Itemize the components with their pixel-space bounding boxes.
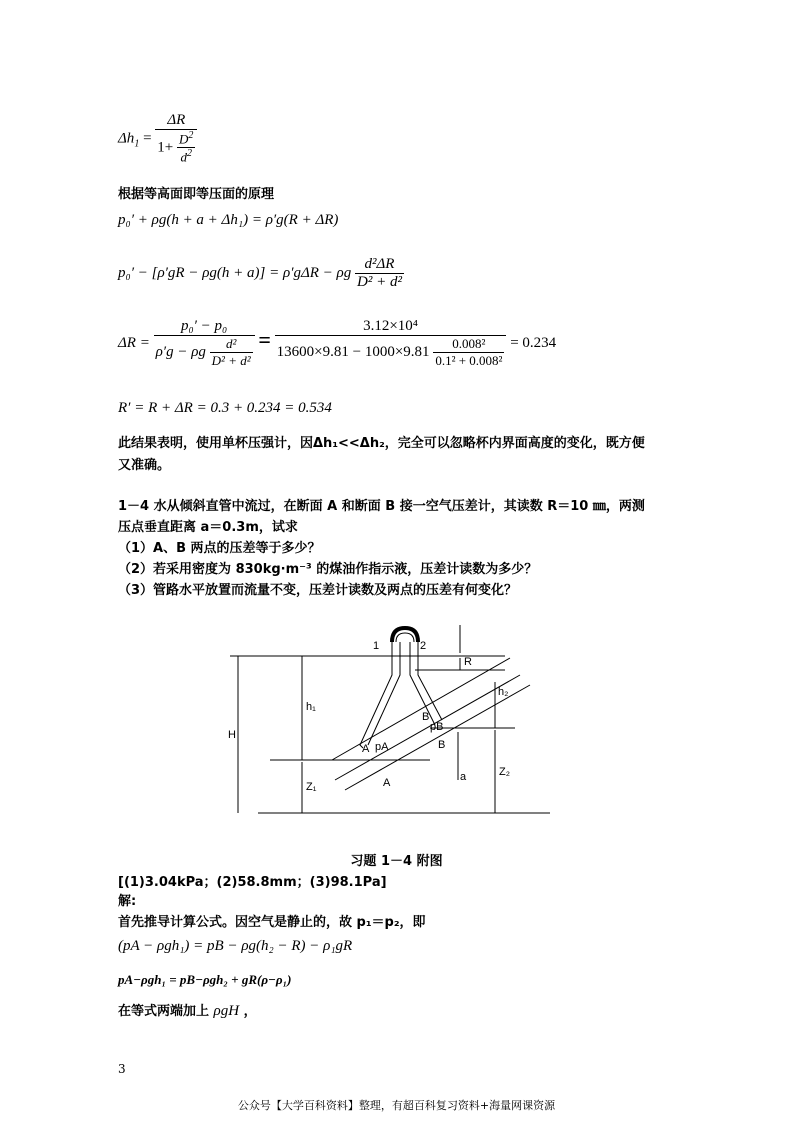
eq-delta-h1: $\Delta h_1$ = ΔR 1+ $\frac{D^2}{d^2}$ bbox=[118, 112, 197, 166]
label-z2: Z₂ bbox=[499, 766, 510, 778]
label-H: H bbox=[228, 729, 236, 741]
label-1: 1 bbox=[373, 640, 380, 652]
derive-line: 首先推导计算公式。因空气是静止的，故 p₁＝p₂，即 bbox=[118, 915, 426, 930]
add-line: 在等式两端加上 ρgH ， bbox=[118, 1003, 257, 1019]
conclusion-line-1: 此结果表明，使用单杯压强计，因Δh₁<<Δh₂，完全可以忽略杯内界面高度的变化，既方便 bbox=[118, 436, 645, 451]
label-a: a bbox=[460, 771, 467, 783]
label-A2: A bbox=[383, 777, 391, 789]
eq-rearranged: p₀′ − [ρ′gR − ρg(h + a)] = ρ′gΔR − ρg $\frac{\text{d²ΔR}}{\text{D² + d²}}$ bbox=[118, 256, 402, 290]
problem-line-2: 压点垂直距离 a＝0.3m，试求 bbox=[118, 520, 298, 535]
label-h2: h₂ bbox=[498, 686, 509, 698]
eq-balance: p₀′ + ρg(h + a + Δh₁) = ρ′g(R + ΔR) bbox=[118, 212, 339, 228]
answer-line: [(1)3.04kPa；(2)58.8mm；(3)98.1Pa] bbox=[118, 875, 387, 890]
label-B2: B bbox=[438, 739, 446, 751]
eq-delta-R: ΔR = p₀′ − p₀ ρ′g − ρg $\frac{\text{d²}}{\text{D² + d²}}$ = 3.12×10⁴ 13600×9.81 − 1000×9.81 $\frac{\text{0.008²}}{\text{0.1² + 0.008²}}$ = 0.234 bbox=[118, 318, 557, 368]
footer-text: 公众号【大学百科资料】整理，有超百科复习资料+海量网课资源 bbox=[237, 1099, 556, 1112]
question-1: （1）A、B 两点的压差等于多少？ bbox=[118, 541, 321, 556]
figure-caption: 习题 1－4 附图 bbox=[350, 854, 443, 869]
page-number: 3 bbox=[118, 1062, 126, 1076]
label-h1: h₁ bbox=[306, 701, 316, 713]
question-3: （3）管路水平放置而流量不变，压差计读数及两点的压差有何变化？ bbox=[118, 583, 518, 598]
label-R: R bbox=[464, 656, 472, 668]
question-2: （2）若采用密度为 830kg·m⁻³ 的煤油作指示液，压差计读数为多少？ bbox=[118, 562, 538, 577]
problem-line-1: 1－4 水从倾斜直管中流过，在断面 A 和断面 B 接一空气压差计，其读数 R＝10 ㎜，两测 bbox=[118, 499, 645, 514]
conclusion-line-2: 又准确。 bbox=[118, 458, 171, 473]
principle-line: 根据等高面即等压面的原理 bbox=[118, 187, 275, 202]
label-2: 2 bbox=[420, 640, 427, 652]
label-A1: A bbox=[362, 743, 370, 755]
eq-R-prime: R′ = R + ΔR = 0.3 + 0.234 = 0.534 bbox=[118, 400, 332, 416]
eq-pressure-diff: pA−ρgh₁ = pB−ρgh₂ + gR(ρ−ρ₁) bbox=[118, 972, 292, 987]
solution-label: 解: bbox=[118, 894, 137, 909]
eq-pressure-balance: (pA − ρgh₁) = pB − ρg(h₂ − R) − ρ₁gR bbox=[118, 938, 353, 954]
label-pA: pA bbox=[375, 741, 389, 753]
label-pB: pB bbox=[430, 721, 444, 733]
label-z1: Z₁ bbox=[306, 781, 317, 793]
manometer-figure bbox=[220, 620, 550, 830]
label-B1: B bbox=[422, 711, 430, 723]
